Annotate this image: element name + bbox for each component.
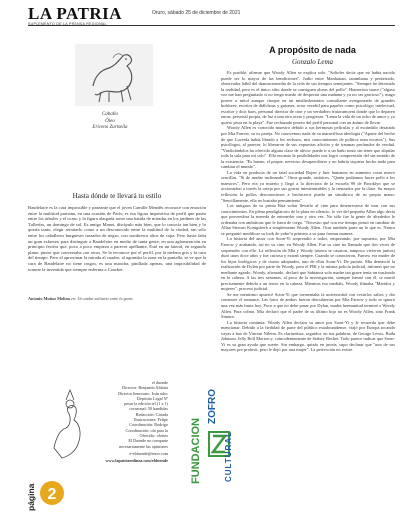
credits-line: corazonal: 50 bandidas [129,406,168,412]
credits-url-link[interactable]: www.lapatriaenlinea.com/elduende [105,458,168,463]
article-paragraph: Los antiguos de su prima Rita soltar llevarlo al cine para desenrecarse de tirar con sus conocimientos. En plena pendiglatorio de la plata en silencio, lo ver del pequeño Allen algo decía que proveedora la mereda de entenedor una y otra vez. No sólo fue la gente de alrededor le ordenaba con ambitions que le fuera de ciego. "Necesito qué con ese tiempo pensó en cambiar de Allan Stewart Konigsberh a simplemente Woody Allen. Ocur también parte un lo que es. Nunca se preguntó modificar su look de yaño^a primero a su para formar manera. [221,203,395,236]
horse-sketch-icon [79,46,149,104]
artwork-caption [60,112,160,132]
credits-line: Coordinación: Rodrigo [129,422,168,428]
page-number-badge [36,477,68,509]
article-title: A propósito de nada [269,45,356,55]
artwork-technique: Óleo [105,118,115,124]
credits-line: Coordinación: ola para la [125,427,168,433]
credits-block [72,380,168,449]
fundacion-sub: CULTURAL [224,431,233,482]
article-paragraph: La historia continúa. Woody Allen declara su amor por Soon-Yi y le recuerda que debe mencionar. Debido a la fiedidad de parte del público estadounidense, viajó por Europa tocando vayas a bao de Vincent Nileim. Es clarinetista, seguidor, en sus palabras, de George Lewis, Buda Johnson, Jelly Roll Morton y, coincidentemente de Sidney Bechet. Todo parece indicar que Soon-Yi es su gran ayuda que suerte. Sin embargo, quizás en juveia, supo declarar que "uno de sus mayores pre profesti, pero le dejó por ona mujer". La perfección no existe. [221,319,395,353]
credits-line: el duende [151,380,168,385]
credits-line: necesariamente las opiniones [119,443,168,449]
fundacion-label: FUNDACION [190,418,202,484]
article-body [221,70,395,430]
fundacion-name: ZOFRO [207,389,218,424]
excerpt-title: Hasta dónde te llevará tu estilo [72,192,162,200]
issue-date: Oruro, sábado 25 de diciembre de 2021 [152,10,241,16]
credits-line: Director honorario: Iván adoc [118,390,168,396]
fundacion-zofro-logo [185,362,237,486]
page-word-text: página [26,483,36,511]
credits-line: Redacción: Cirtada [135,411,168,417]
page-number: 2 [47,486,57,503]
article-author: Gonzalo Lema [291,58,334,66]
masthead [28,6,122,26]
article-paragraph: La historia del amor con Soon-Yi sorprendió a todos, empezando, por supuesto, por Mia Farrow y acabando, así no su cine, en Woody Allen. Fue su cine no llamado que dos veces de sorprender con ello. La reflexión de Mia y Woody (nunca se casaron, tampoco vivieron juntos) duró unos doce años y fue curiosa y extrañ sienpre. Cuando se conocieron, Farrow era madre de los hijos biológicos y de cuatro adoptados, uno de ellas Soon-Yi. De pronto, Mia denunció la realización de Dylan por parte de Woody, pero el FBI y la misma policía judicial, informó que no mediante agardo. Woody, afirmado, declaró que Sabtanca solo madre tan grave tenía un trasfondo en la cabeza. A las tres semanas, al poco de la investigación, siempre fuemó con él, se murió precisamente debido a un testor en la cabeza. Mientras eso mediáis, Woody filmaba "Maridos y mujeres", proceso judicial. [221,236,395,292]
artwork-image [75,44,153,106]
credits-line: Ofrecido: ofertes [139,432,168,438]
credits-line: Director: Benjamín Aldaira [122,385,168,391]
excerpt-author: Antonio Muñoz Molina [28,296,70,301]
excerpt-source: en: Un andar solitario entre la gente. [70,296,134,301]
artwork-title: Caballo [101,112,119,117]
header-rule [28,25,395,26]
credits-line: Depósito Legal Nº [136,395,168,401]
article-paragraph: Se me mentirmo apuercé Soon-Yi que tormentaba la universidad con vestirlos saltos y dio comerzer el romance. Las fotos de ambos fueron descubiertas por Mia Farrow y todo se ignoró una vez más hasta hoy. Poco a que no debe pasar por Dylan, madra hermanitud terminó a Woody Allen. Para colmo, Mia declaró que el padre de su último hijo no es Woody Allen, sino Frank Sinatra. [221,291,395,320]
credits-line: Ilustraciones: Felipe [133,417,168,423]
article-paragraph: La vida en producía de un fatal sociedad Bojen y fuer humanos en aumento cosas nuevo sencillas. "Si de mudar inclinando." Otros grande, asiáticos. "Quién podíamos hacer pollo a los maestros". Pero era ya muerto y llegó a la directora de la escuela 99 de Brooklyn que se accionadort a través la orteja por sus gorras intestimirables y lo trenzados por la clase. Su mayor reflexión la pollos desconocimos a hechiceros puedo un sinsábrica de su propio mano: "Sencillamente, ella no bustaba pensamiento". [221,169,395,203]
article-paragraph: Es posible, afirmar que Woody Allen se explica solo. "Soltoles decía que no había nacido puede ser lo mayor de las bendiciones". Judío entre Manhattan, tarambana y pentetrado, observador hábil del dramaciomedia de la vida de sus tiempos semejantes. "Siempre he detestado la realidad, pero es el único sitio donde se consiguen aloras del pollo". Humorista suave ("algaso vez me han preguntado si no tengo miedo de despertar una mañana y ya no ser gracioso"), mago poseer a mitol aunque choque en un misthedoramios consultante avergonzado de grandes bolsheev, escritor de diálchous y guiones, actor versátil para papeles como psicológo; intelectual, escritor y dois baos, personal director de cine y un verdadero tratavamoent donde que lo deparen encar, personal propia, de luz a una otra aceta y progresar. "Lema la vida de un ocho de amor y yo quiero pisar en la playa". Fue rechazado pronto del perfil personal con un ánimo de llevar. [221,70,395,125]
article-paragraph: Woody Allen es conocido muestro debido a sus hermosas películas y al escándalo desatado por Mia Farrow, su ex pareja. No conocemos nada de su maravillosa ideología ("Aparte del hecho de que Lucerda había librado a los reclusos, mis conocimientos de política eran escasos"). Sus psicólogos, al parecer, lo liberaron de sus expuestas afición y de traumas profundos de verdad. "Vindicándolos ha ofrecido alguna clase de alivio: puede ir a un baño tonto sin tener que alquilar toda la sala para mí solo". Ello encanto la posibilidades nos logró comprensión del sin-sentido de la existencia: "Es bueno, el proper, nervioso desapercibirse y no habría siquiera hecho nada para cambiar el mundo". [221,125,395,170]
credits-line: pesar la edición tel (1 x 1) [124,401,168,407]
artwork-artist: Ericeno Zurtseila [92,125,128,130]
excerpt-body: Baudelaire es la cara impossible y paseante que el joven Camille Mendès reconoce con emoción entre la multitud parisina, en una ocasión de París; es esa figura impositiva de perfil que pasea entre los árboles y el ocaso y la figura alargada tomo una batida de miradas en los jardines de las Tullerías, un domingo de sol. Es amigo Manet, discípulo más bien, que lo conocía tan bien y lo quería tanto, elegir retratarlo como a un desconocido entre la multitud de la ciudad, tan sólo entre los caballeros burgueses trazados de negro, con sombreros altos de copa. Pero hasta falta un gran esfuerzo para distinguir a Baudelaire en medio de tanta gente, en una aglomeración en principio festiva que, poco a poco empieza a parecer apelhante. Está en un lateral, en segundo plano, pintor que conversaba con otros. Se la reconoce por el perfil, por la melena gris y la cara del tiempo. Pero al aproximar la mirada al cuadro, al agrandar la zona en la pantalla, se ve que la cara de Baudelaire no tiene rasgos, es una mancha, pinillada apenas, una imposibilidad de tornear la inventida que siempre enferma a Courbet. [28,205,206,272]
excerpt-byline [28,296,206,301]
newspaper-logo: LA PATRIA [28,4,123,23]
credits-email-link[interactable]: e-elduende@enoo.com [129,451,168,456]
credits-line: El Duende no comparte [128,438,168,444]
masthead-subtitle: SUPLEMENTO DE LA PRENSA REGIONAL [28,22,107,26]
